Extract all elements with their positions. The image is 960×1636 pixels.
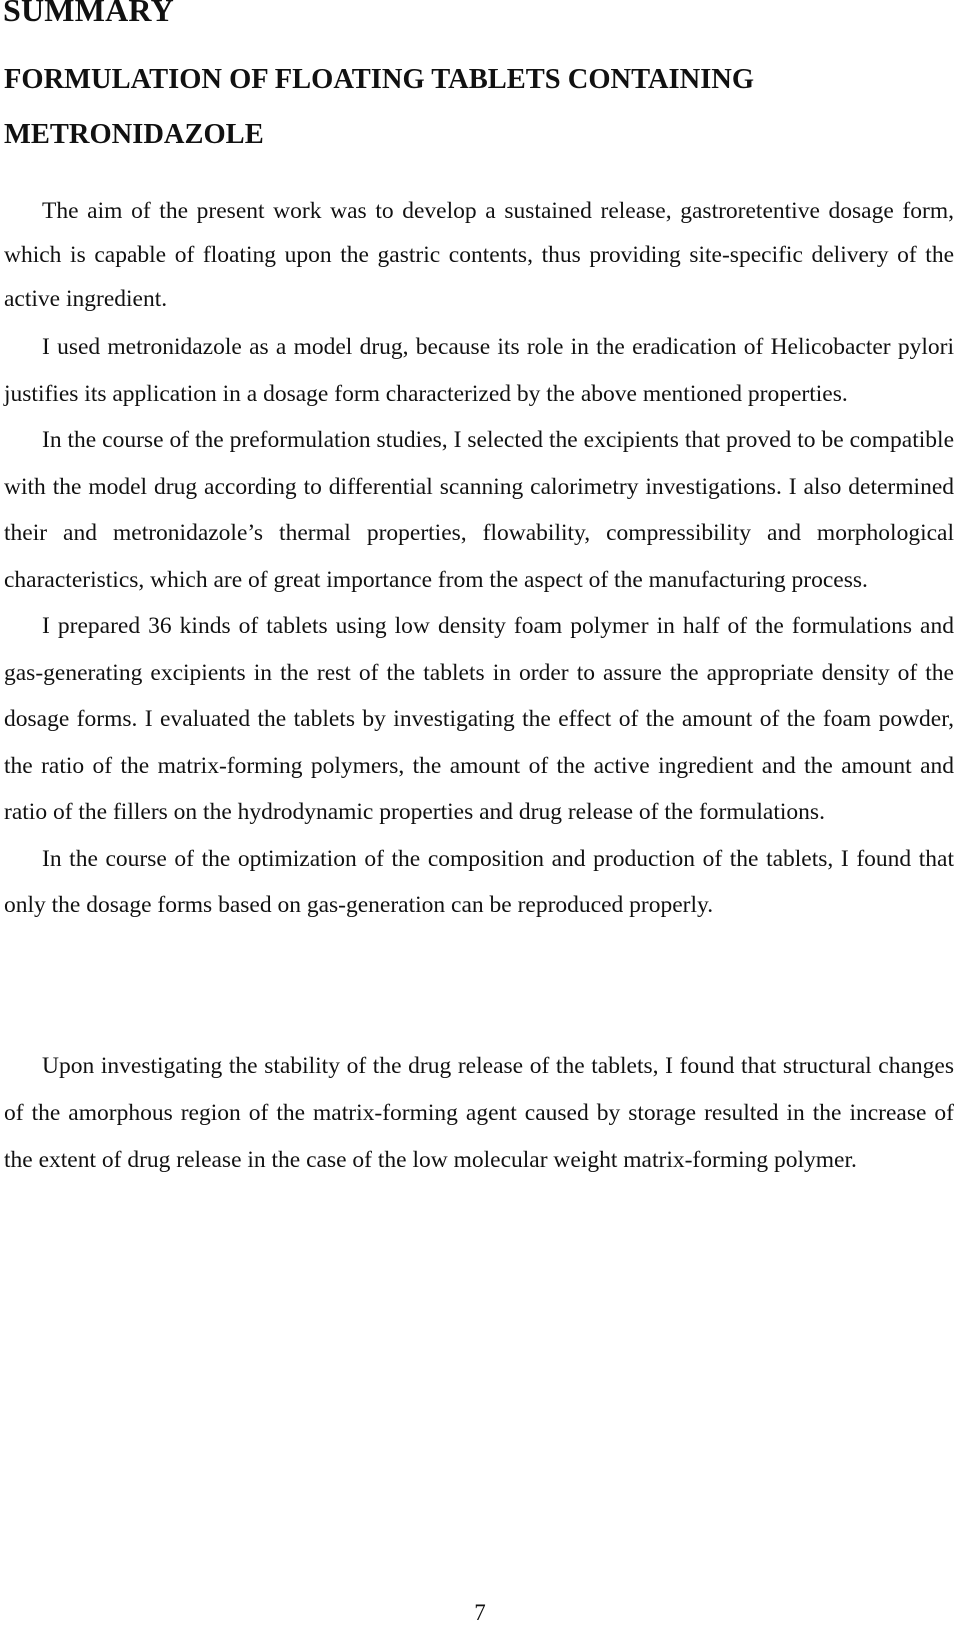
paragraph-tablet-preparation: I prepared 36 kinds of tablets using low density foam polymer in half of the formulations and gas-generating excipients in the rest of the tablets in order to assure the appropriate density of the dosage forms. I evaluated the tablets by investigating the effect of the amount of the foam powder, the ratio of the matrix-forming polymers, the amount of the active ingredient and the amount and ratio of the fillers on the hydrodynamic properties and drug release of the formulations. (4, 613, 954, 825)
closing-text-block (4, 1043, 954, 1184)
paragraph-stability: Upon investigating the stability of the drug release of the tablets, I found that structural changes of the amorphous region of the matrix-forming agent caused by storage resulted in the increase of the extent of drug release in the case of the low molecular weight matrix-forming polymer. (4, 1053, 954, 1173)
intro-text-block (4, 189, 954, 321)
paragraph-model-drug: I used metronidazole as a model drug, because its role in the eradication of Helicobacter pylori justifies its application in a dosage form characterized by the above mentioned properties. (4, 334, 954, 407)
paragraph-aim: The aim of the present work was to develop a sustained release, gastroretentive dosage form, which is capable of floating upon the gastric contents, thus providing site-specific delivery of the active ingredient. (4, 198, 954, 312)
paragraph-preformulation: In the course of the preformulation studies, I selected the excipients that proved to be compatible with the model drug according to differential scanning calorimetry investigations. I also determined their and metronidazole’s thermal properties, flowability, compressibility and morphological characteristics, which are of great importance from the aspect of the manufacturing process. (4, 427, 954, 593)
document-title: FORMULATION OF FLOATING TABLETS CONTAINING METRONIDAZOLE (4, 64, 755, 150)
page-number: 7 (474, 1600, 486, 1625)
section-heading: SUMMARY (3, 0, 174, 28)
paragraph-optimization: In the course of the optimization of the composition and production of the tablets, I found that only the dosage forms based on gas-generation can be reproduced properly. (4, 845, 954, 918)
main-text-block (4, 324, 954, 929)
